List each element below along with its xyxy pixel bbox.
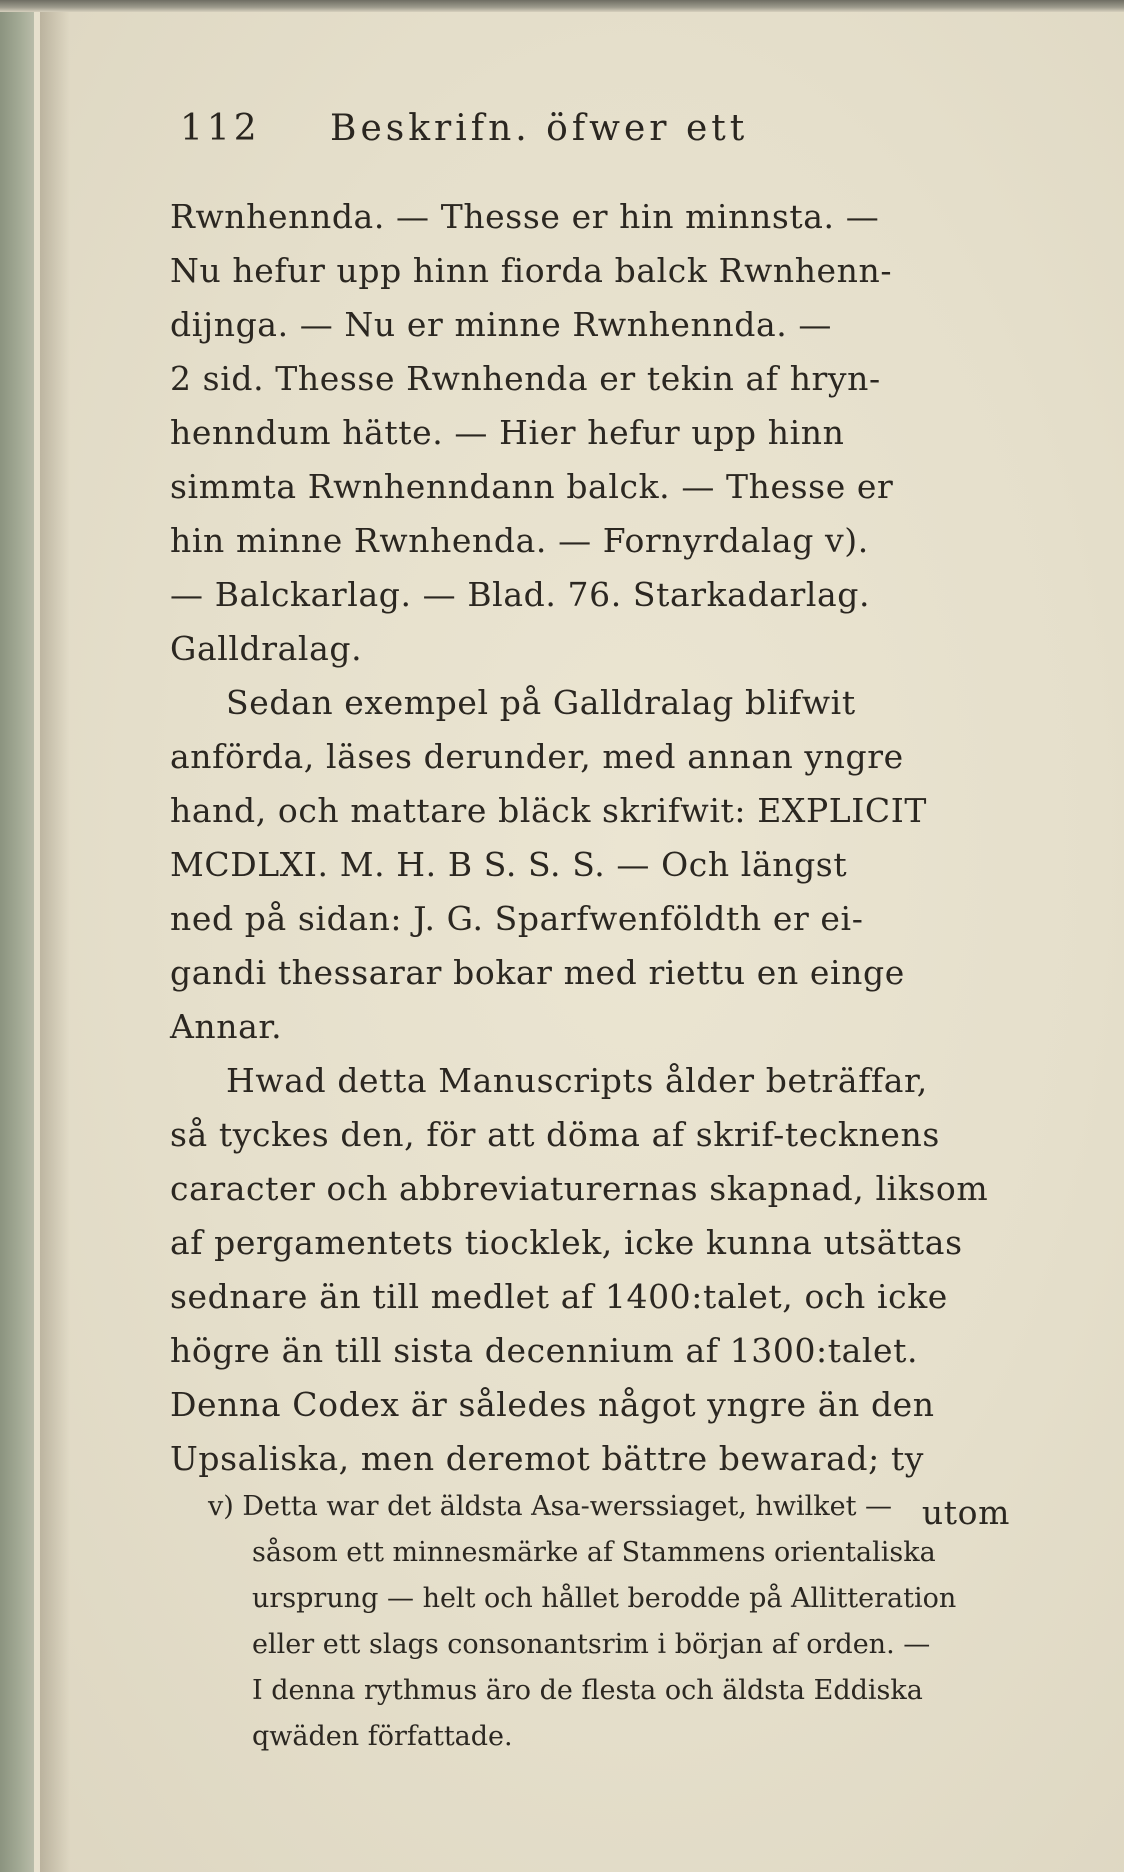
footnote-line: ursprung — helt och hållet berodde på Allitteration xyxy=(252,1583,957,1614)
body-line: Sedan exempel på Galldralag blifwit xyxy=(226,683,856,722)
body-line: ned på sidan: J. G. Sparfwenföldth er ei- xyxy=(170,899,864,938)
body-line: högre än till sista decennium af 1300:talet. xyxy=(170,1331,919,1370)
body-line: henndum hätte. — Hier hefur upp hinn xyxy=(170,413,845,452)
footnote-line: eller ett slags consonantsrim i början af orden. — xyxy=(252,1629,931,1660)
body-line: caracter och abbreviaturernas skapnad, liksom xyxy=(170,1169,989,1208)
body-line: Annar. xyxy=(170,1007,283,1046)
book-spine-edge xyxy=(0,0,34,1872)
body-line: Rwnhennda. — Thesse er hin minnsta. — xyxy=(170,197,880,236)
footnote-line: såsom ett minnesmärke af Stammens orientaliska xyxy=(252,1537,936,1568)
running-title: Beskrifn. öfwer ett xyxy=(330,108,749,149)
body-line: så tyckes den, för att döma af skrif-tecknens xyxy=(170,1115,940,1154)
body-line: simmta Rwnhenndann balck. — Thesse er xyxy=(170,467,894,506)
body-line: hand, och mattare bläck skrifwit: EXPLICIT xyxy=(170,791,928,830)
running-header xyxy=(180,108,880,154)
gutter-shadow xyxy=(40,12,70,1872)
footnote-block xyxy=(208,1484,1048,1760)
body-line: MCDLXI. M. H. B S. S. S. — Och längst xyxy=(170,845,848,884)
body-line: Denna Codex är således något yngre än den xyxy=(170,1385,935,1424)
body-line: 2 sid. Thesse Rwnhenda er tekin af hryn- xyxy=(170,359,881,398)
body-line: hin minne Rwnhenda. — Fornyrdalag v). xyxy=(170,521,869,560)
body-line: dijnga. — Nu er minne Rwnhennda. — xyxy=(170,305,833,344)
body-line: gandi thessarar bokar med riettu en einge xyxy=(170,953,905,992)
body-line: Hwad detta Manuscripts ålder beträffar, xyxy=(226,1061,928,1100)
footnote-line: I denna rythmus äro de flesta och äldsta Eddiska xyxy=(252,1675,923,1706)
page-number: 112 xyxy=(180,108,261,149)
body-line: sednare än till medlet af 1400:talet, och icke xyxy=(170,1277,948,1316)
body-line: Upsaliska, men deremot bättre bewarad; ty xyxy=(170,1439,925,1478)
body-line: utom xyxy=(921,1493,1010,1532)
body-line: af pergamentets tiocklek, icke kunna utsättas xyxy=(170,1223,963,1262)
body-line: Nu hefur upp hinn fiorda balck Rwnhenn- xyxy=(170,251,893,290)
top-page-edge xyxy=(0,0,1124,12)
body-line: — Balckarlag. — Blad. 76. Starkadarlag. xyxy=(170,575,871,614)
footnote-line: qwäden författade. xyxy=(252,1721,513,1752)
footnote-line: v) Detta war det äldsta Asa-werssiaget, hwilket — xyxy=(208,1491,893,1522)
body-line: anförda, läses derunder, med annan yngre xyxy=(170,737,904,776)
body-text xyxy=(170,190,1040,1540)
body-line: Galldralag. xyxy=(170,629,363,668)
